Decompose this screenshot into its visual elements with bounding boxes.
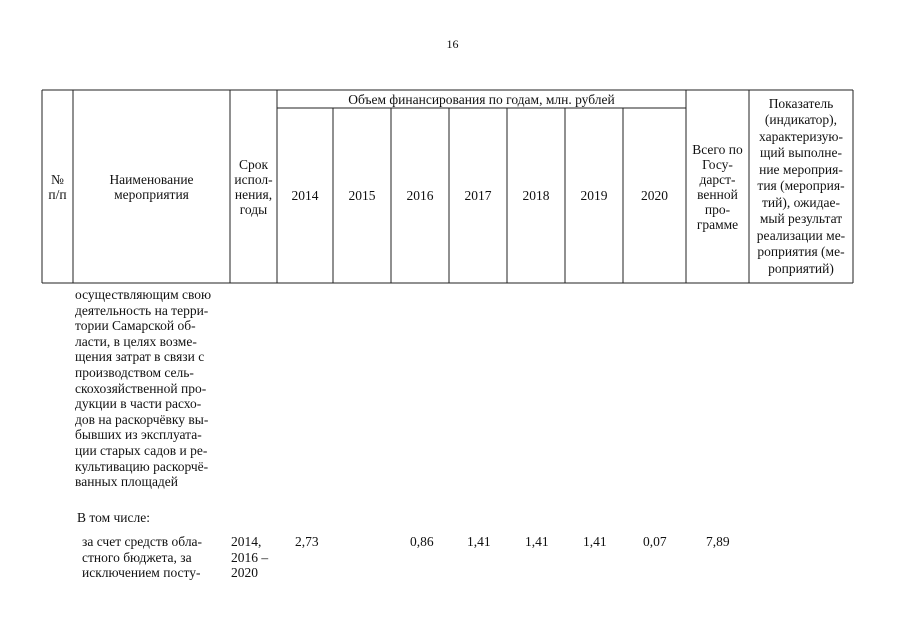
value-2018: 1,41 (525, 534, 549, 549)
header-col-indicator: Показатель (индикатор), характеризую- щий выполне- ние мероприя- тия (мероприя- тий), ожидае- мый результат реализации ме- роприятия (ме- роприятий) (756, 95, 846, 276)
in-that-number-label: В том числе: (77, 510, 150, 525)
header-col-number: № п/п (48, 171, 67, 202)
header-year-2014: 2014 (291, 188, 319, 203)
page-number: 16 (446, 37, 459, 51)
row-term: 2014, 2016 – 2020 (231, 534, 269, 581)
value-2014: 2,73 (295, 534, 319, 549)
value-2016: 0,86 (410, 534, 434, 549)
value-2020: 0,07 (643, 534, 667, 549)
header-year-2019: 2019 (580, 188, 608, 203)
header-year-2015: 2015 (348, 188, 376, 203)
value-2019: 1,41 (583, 534, 607, 549)
header-year-2017: 2017 (464, 188, 492, 203)
header-col-name: Наименование мероприятия (109, 171, 194, 202)
value-2017: 1,41 (467, 534, 491, 549)
continued-measure-text: осуществляющим свою деятельность на терри- тории Самарской об- ласти, в целях возме- щения затрат в связи с производством сель- скохозяйственной про- дукции в части расхо- дов на раскорчёвку вы- бывших из эксплуата- ции старых садов и ре- культивацию раскорчё- ванных площадей (75, 287, 212, 490)
header-year-2020: 2020 (641, 188, 668, 203)
row-name-regional-budget: за счет средств обла- стного бюджета, за исключением посту- (82, 534, 203, 581)
value-total: 7,89 (706, 534, 730, 549)
header-col-total: Всего по Госу- дарст- венной про- грамме (692, 141, 743, 232)
header-col-term: Срок испол- нения, годы (234, 156, 273, 217)
header-year-2016: 2016 (406, 188, 434, 203)
header-year-2018: 2018 (522, 188, 550, 203)
header-funding-title: Объем финансирования по годам, млн. рублей (348, 91, 615, 107)
